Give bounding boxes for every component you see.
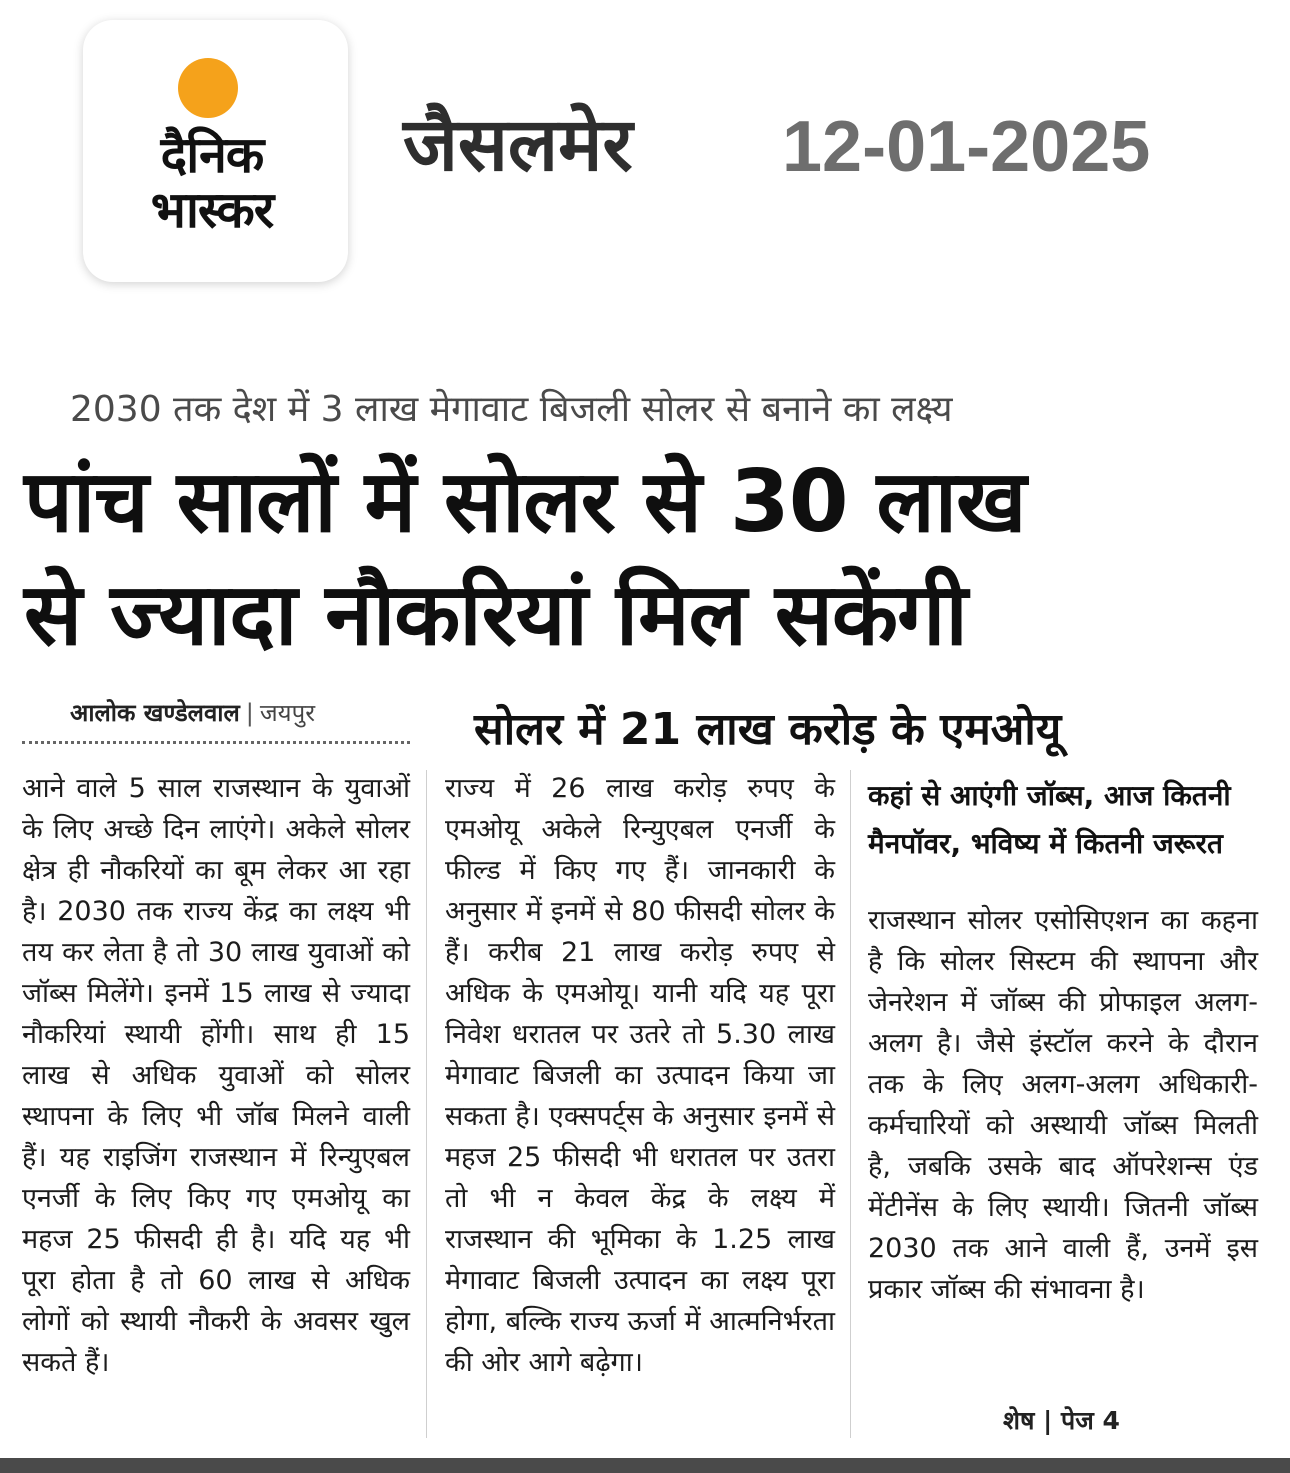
column-divider bbox=[850, 770, 851, 1438]
sun-logo-icon bbox=[178, 58, 238, 118]
article-column-3: राजस्थान सोलर एसोसिएशन का कहना है कि सोलर सिस्टम की स्थापना और जेनरेशन में जॉब्स की प्रोफाइल अलग-अलग है। जैसे इंस्टॉल करने के दौरान तक के लिए अलग-अलग अधिकारी-कर्मचारियों को अस्थायी जॉब्स मिलती है, जबकि उसके बाद ऑपरेशन्स एंड मेंटीनेंस के लिए स्थायी। जितनी जॉब्स 2030 तक आने वाली हैं, उनमें इस प्रकार जॉब्स की संभावना है। bbox=[868, 905, 1258, 1305]
edition-date: 12-01-2025 bbox=[782, 107, 1151, 187]
continued-on-page: शेष | पेज 4 bbox=[1003, 1406, 1120, 1435]
byline-place: जयपुर bbox=[259, 699, 316, 727]
logo-text-line1: दैनिक bbox=[160, 126, 264, 184]
column-3-heading: कहां से आएंगी जॉब्स, आज कितनी मैनपॉवर, भविष्य में कितनी जरूरत bbox=[868, 779, 1231, 860]
edition-city: जैसलमेर bbox=[403, 102, 633, 188]
article-column-2: राज्य में 26 लाख करोड़ रुपए के एमओयू अकेले रिन्युएबल एनर्जी के फील्ड में किए गए हैं। जानकारी के अनुसार में इनमें से 80 फीसदी सोलर के हैं। करीब 21 लाख करोड़ रुपए से अधिक के एमओयू। यानी यदि यह पूरा निवेश धरातल पर उतरे तो 5.30 लाख मेगावाट बिजली का उत्पादन किया जा सकता है। एक्सपर्ट्स के अनुसार इनमें से महज 25 फीसदी भी धरातल पर उतरा तो भी न केवल केंद्र के लक्ष्य में राजस्थान की भूमिका के 1.25 लाख मेगावाट बिजली उत्पादन का लक्ष्य पूरा होगा, बल्कि राज्य ऊर्जा में आत्मनिर्भरता की ओर आगे बढ़ेगा। bbox=[445, 773, 835, 1378]
article-column-1: आने वाले 5 साल राजस्थान के युवाओं के लिए अच्छे दिन लाएंगे। अकेले सोलर क्षेत्र ही नौकरियों का बूम लेकर आ रहा है। 2030 तक राज्य केंद्र का लक्ष्य भी तय कर लेता है तो 30 लाख युवाओं को जॉब्स मिलेंगे। इनमें 15 लाख से ज्यादा नौकरियां स्थायी होंगी। साथ ही 15 लाख से अधिक युवाओं को सोलर स्थापना के लिए भी जॉब मिलने वाली हैं। यह राइजिंग राजस्थान में रिन्युएबल एनर्जी के लिए किए गए एमओयू का महज 25 फीसदी ही है। यदि यह भी पूरा होता है तो 60 लाख से अधिक लोगों को स्थायी नौकरी के अवसर खुल सकते हैं। bbox=[22, 773, 410, 1378]
logo-text-line2: भास्कर bbox=[150, 181, 274, 239]
article-subhead: सोलर में 21 लाख करोड़ के एमओयू bbox=[474, 704, 1062, 755]
article-kicker: 2030 तक देश में 3 लाख मेगावाट बिजली सोलर से बनाने का लक्ष्य bbox=[70, 389, 953, 430]
byline bbox=[70, 696, 315, 729]
dotted-divider bbox=[22, 741, 410, 744]
headline-line1: पांच सालों में सोलर से 30 लाख bbox=[24, 452, 1026, 552]
bottom-bar bbox=[0, 1458, 1290, 1473]
headline-line2: से ज्यादा नौकरियां मिल सकेंगी bbox=[24, 565, 967, 665]
byline-separator: | bbox=[245, 699, 254, 727]
column-divider bbox=[426, 770, 427, 1438]
byline-author: आलोक खण्डेलवाल bbox=[70, 699, 240, 727]
